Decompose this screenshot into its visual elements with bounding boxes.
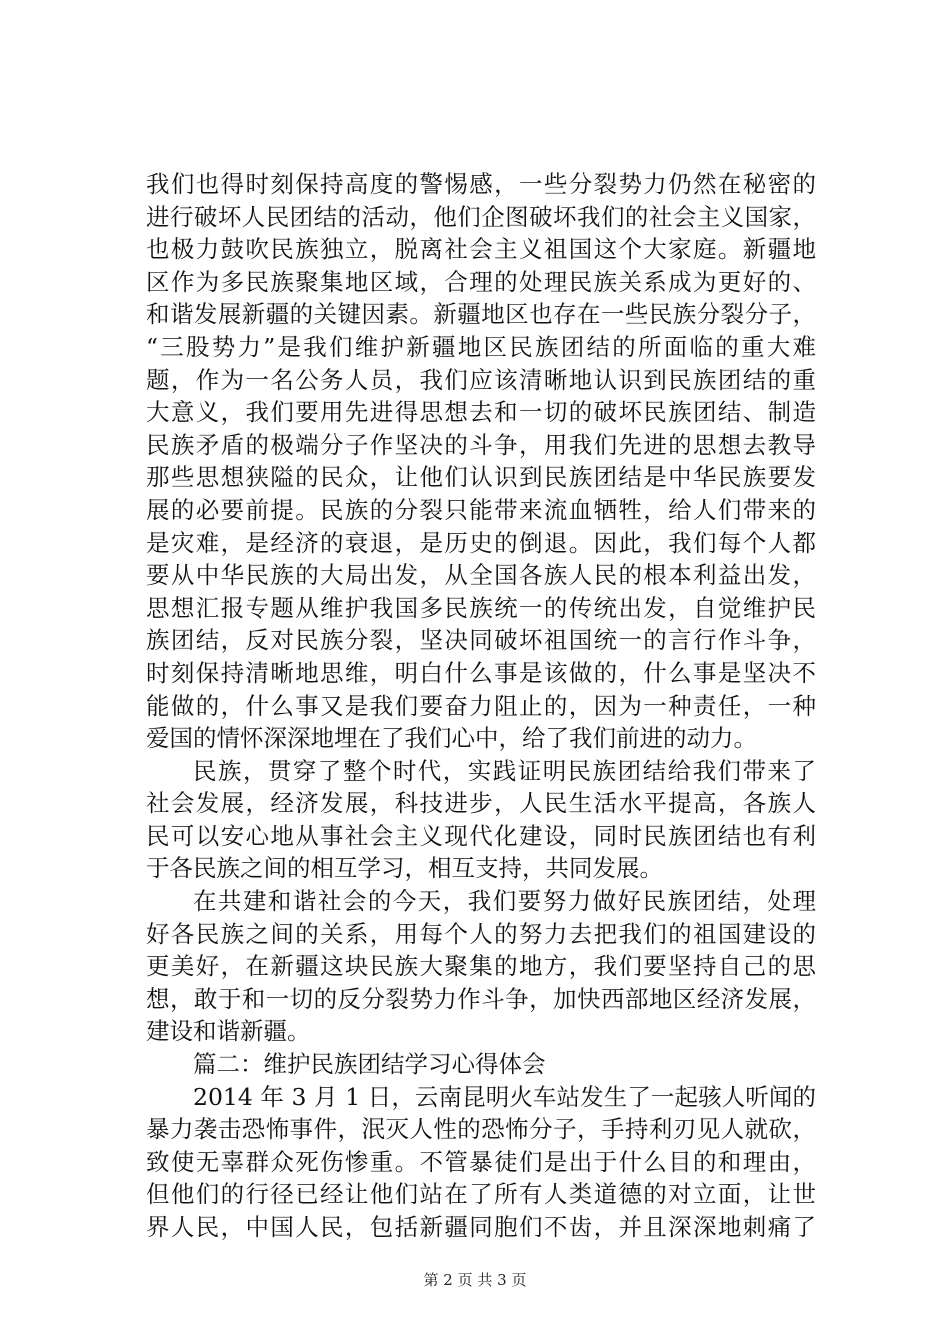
- document-body: [146, 168, 816, 1244]
- text-line: 时刻保持清晰地思维，明白什么事是该做的，什么事是坚决不: [146, 658, 816, 687]
- page-footer: 第 2 页 共 3 页: [423, 1271, 527, 1289]
- text-line: 题，作为一名公务人员，我们应该清晰地认识到民族团结的重: [146, 365, 816, 394]
- text-line: 界人民，中国人民，包括新疆同胞们不齿，并且深深地刺痛了: [146, 1213, 816, 1241]
- text-line: 我们也得时刻保持高度的警惕感，一些分裂势力仍然在秘密的: [146, 170, 816, 198]
- text-line: 那些思想狭隘的民众，让他们认识到民族团结是中华民族要发: [146, 463, 816, 492]
- text-line: 民可以安心地从事社会主义现代化建设，同时民族团结也有利: [146, 821, 816, 850]
- text-line: 但他们的行径已经让他们站在了所有人类道德的对立面，让世: [146, 1180, 816, 1209]
- text-line: 和谐发展新疆的关键因素。新疆地区也存在一些民族分裂分子，: [146, 300, 816, 329]
- text-line: 思想汇报专题从维护我国多民族统一的传统出发，自觉维护民: [146, 593, 816, 622]
- text-line: 也极力鼓吹民族独立，脱离社会主义祖国这个大家庭。新疆地: [146, 235, 816, 264]
- text-line: 好各民族之间的关系，用每个人的努力去把我们的祖国建设的: [146, 919, 816, 948]
- text-line: 爱国的情怀深深地埋在了我们心中，给了我们前进的动力。: [146, 724, 757, 753]
- text-line: 建设和谐新疆。: [146, 1017, 311, 1046]
- text-line: 社会发展，经济发展，科技进步，人民生活水平提高，各族人: [146, 789, 816, 818]
- text-line: 进行破坏人民团结的活动，他们企图破坏我们的社会主义国家，: [146, 202, 816, 231]
- text-line: 在共建和谐社会的今天，我们要努力做好民族团结，处理: [193, 887, 816, 916]
- text-line: 民族，贯穿了整个时代，实践证明民族团结给我们带来了: [193, 756, 816, 785]
- text-line: 大意义，我们要用先进得思想去和一切的破坏民族团结、制造: [146, 398, 816, 427]
- text-line: 更美好，在新疆这块民族大聚集的地方，我们要坚持自己的思: [146, 952, 816, 981]
- text-line: 展的必要前提。民族的分裂只能带来流血牺牲，给人们带来的: [146, 495, 816, 524]
- text-line: 2014 年 3 月 1 日，云南昆明火车站发生了一起骇人听闻的: [193, 1082, 816, 1111]
- text-line: 篇二：维护民族团结学习心得体会: [193, 1050, 546, 1079]
- paragraph: [146, 1048, 816, 1081]
- text-line: “三股势力”是我们维护新疆地区民族团结的所面临的重大难: [146, 332, 816, 361]
- paragraph: [146, 168, 816, 755]
- text-line: 民族矛盾的极端分子作坚决的斗争，用我们先进的思想去教导: [146, 430, 816, 459]
- paragraph: [146, 885, 816, 1048]
- text-line: 区作为多民族聚集地区域，合理的处理民族关系成为更好的、: [146, 267, 816, 296]
- paragraph: [146, 755, 816, 885]
- text-line: 于各民族之间的相互学习，相互支持，共同发展。: [146, 854, 663, 883]
- text-line: 能做的，什么事又是我们要奋力阻止的，因为一种责任，一种: [146, 691, 816, 720]
- text-line: 族团结，反对民族分裂，坚决同破坏祖国统一的言行作斗争，: [146, 626, 816, 655]
- text-line: 致使无辜群众死伤惨重。不管暴徒们是出于什么目的和理由，: [146, 1147, 816, 1176]
- text-line: 是灾难，是经济的衰退，是历史的倒退。因此，我们每个人都: [146, 528, 816, 557]
- paragraph: [146, 1081, 816, 1244]
- text-line: 暴力袭击恐怖事件，泯灭人性的恐怖分子，手持利刃见人就砍，: [146, 1115, 816, 1144]
- text-line: 要从中华民族的大局出发，从全国各族人民的根本利益出发，: [146, 561, 816, 590]
- text-line: 想，敢于和一切的反分裂势力作斗争，加快西部地区经济发展，: [146, 984, 816, 1013]
